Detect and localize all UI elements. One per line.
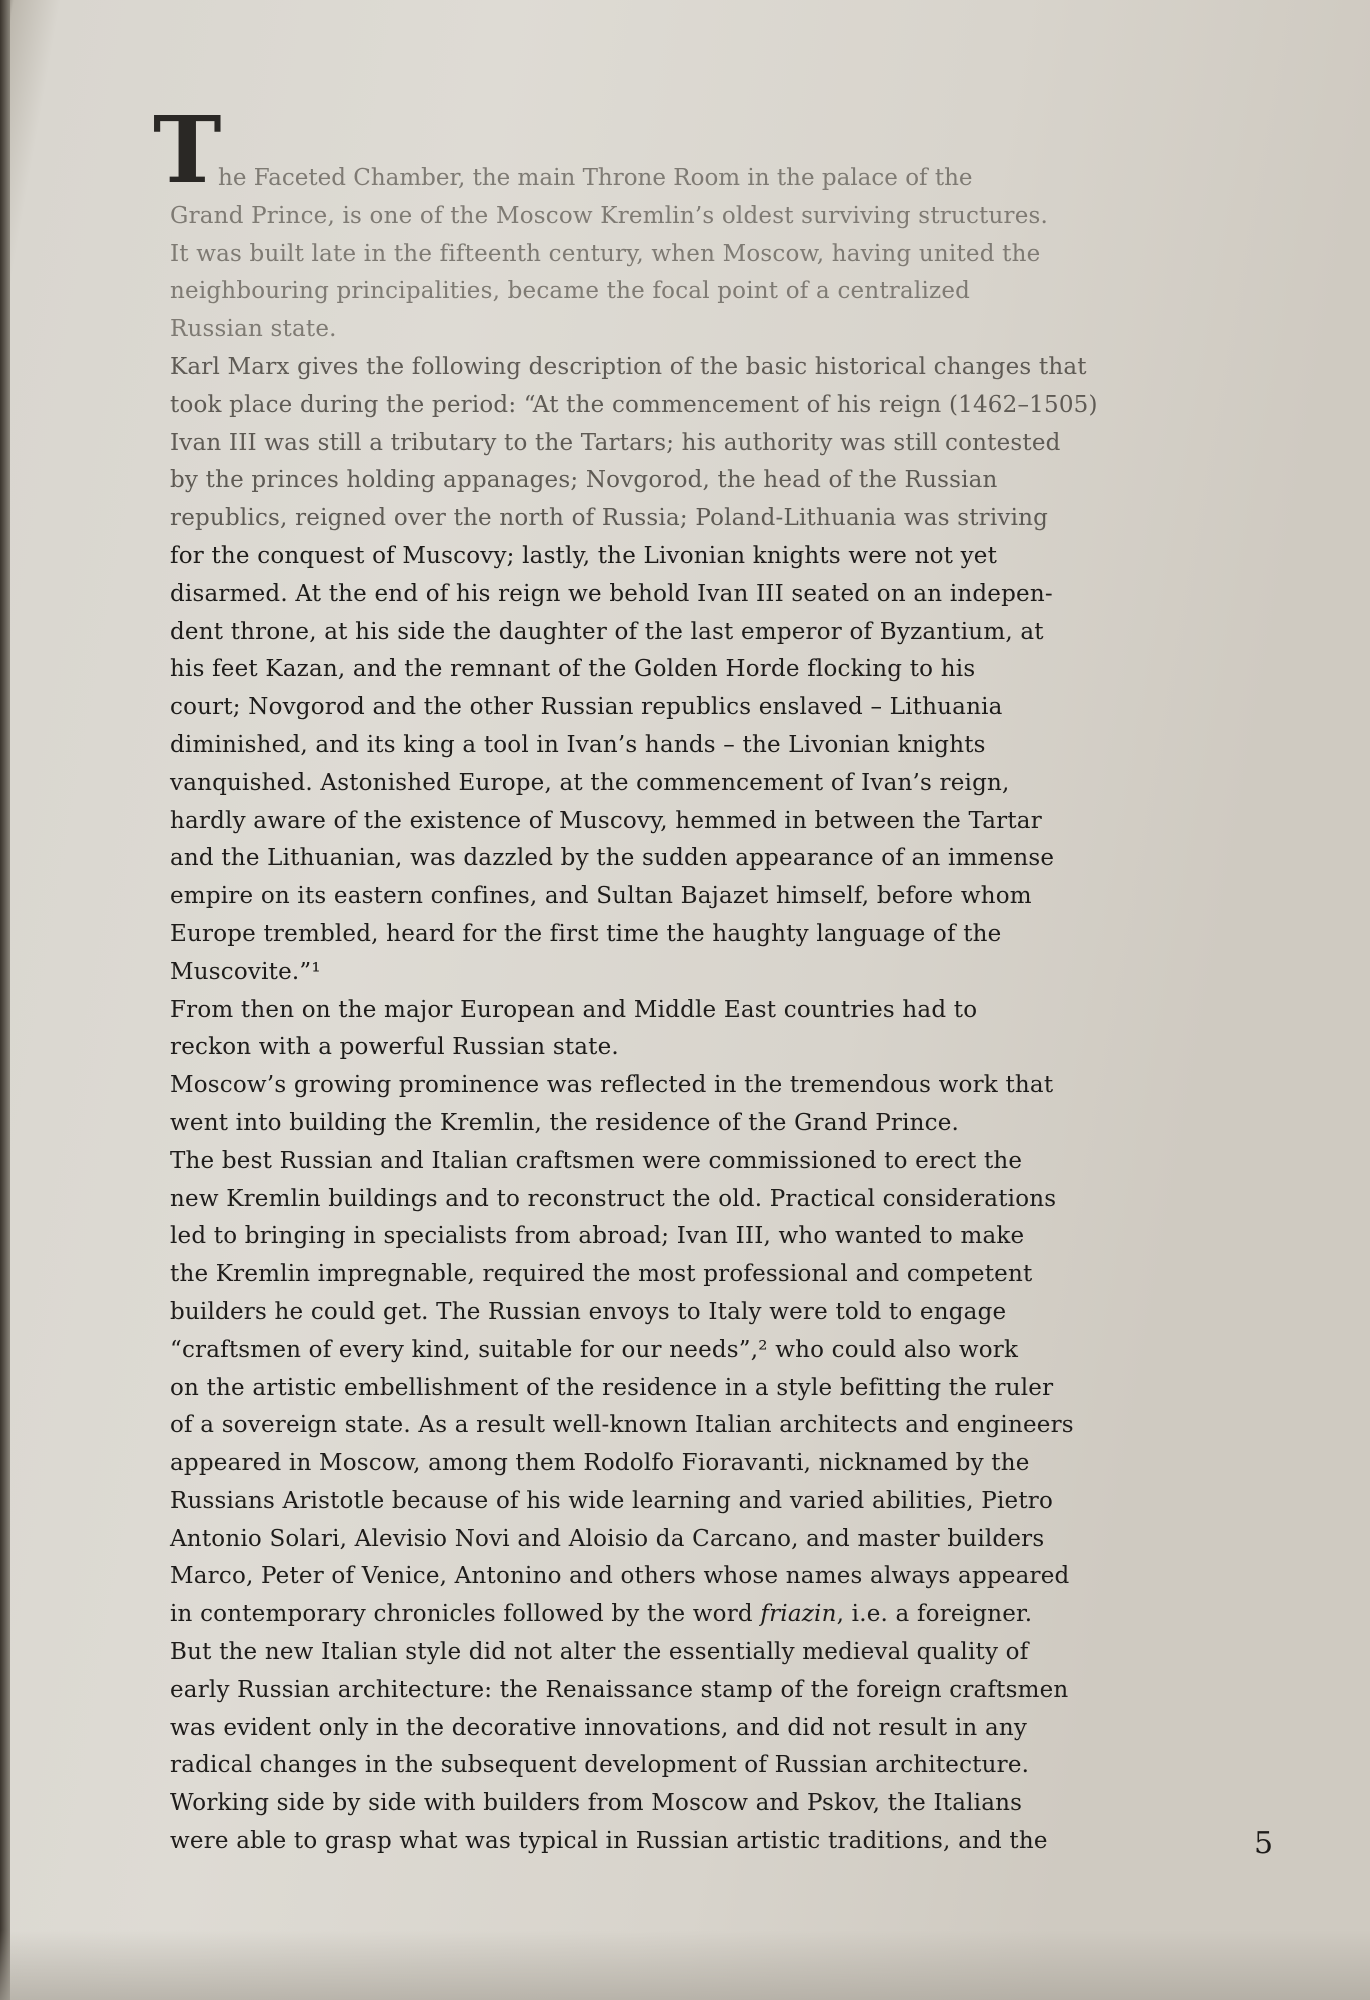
text-line: of a sovereign state. As a result well-known Italian architects and engineers [170,1412,1074,1439]
text-line: diminished, and its king a tool in Ivan’s hands – the Livonian knights [170,731,986,758]
text-line: Karl Marx gives the following description of the basic historical changes that [170,353,1087,380]
text-line: Marco, Peter of Venice, Antonino and others whose names always appeared [170,1563,1070,1590]
text-line: Russian state. [170,316,337,343]
text-line: on the artistic embellishment of the residence in a style befitting the ruler [170,1374,1054,1401]
text-line: Muscovite.”¹ [170,958,321,985]
text-line: Antonio Solari, Alevisio Novi and Aloisio da Carcano, and master builders [170,1525,1045,1552]
first-line: he Faceted Chamber, the main Throne Room in the palace of the [218,165,973,191]
text-line: were able to grasp what was typical in Russian artistic traditions, and the [170,1828,1048,1855]
body-text [153,96,1098,1861]
line-segment: in contemporary chronicles followed by the word [170,1601,761,1628]
text-line: new Kremlin buildings and to reconstruct the old. Practical considerations [170,1185,1057,1212]
text-line: republics, reigned over the north of Russia; Poland-Lithuania was striving [170,505,1049,532]
text-line: Moscow’s growing prominence was reflected in the tremendous work that [170,1072,1054,1099]
text-line: Working side by side with builders from Moscow and Pskov, the Italians [170,1790,1023,1817]
page-number: 5 [1254,1826,1274,1861]
text-line: Grand Prince, is one of the Moscow Kremlin’s oldest surviving structures. [170,202,1049,229]
italic-word: friazin [760,1601,837,1628]
text-line: Russians Aristotle because of his wide learning and varied abilities, Pietro [170,1487,1054,1514]
text-line: hardly aware of the existence of Muscovy, hemmed in between the Tartar [170,807,1042,834]
text-line: builders he could get. The Russian envoys to Italy were told to engage [170,1298,1007,1325]
text-line: the Kremlin impregnable, required the most professional and competent [170,1261,1033,1288]
text-line: empire on its eastern confines, and Sultan Bajazet himself, before whom [170,883,1032,910]
text-line: dent throne, at his side the daughter of the last emperor of Byzantium, at [170,618,1044,645]
line-segment: , i.e. a foreigner. [836,1601,1033,1628]
text-line: But the new Italian style did not alter the essentially medieval quality of [170,1639,1029,1666]
text-line: court; Novgorod and the other Russian republics enslaved – Lithuania [170,694,1003,721]
text-line: neighbouring principalities, became the focal point of a centralized [170,278,971,305]
text-line: for the conquest of Muscovy; lastly, the Livonian knights were not yet [170,542,998,569]
text-line: by the princes holding appanages; Novgorod, the head of the Russian [170,467,998,494]
text-line: was evident only in the decorative innovations, and did not result in any [170,1714,1028,1741]
text-line-with-italic [170,1596,1070,1634]
text-line: and the Lithuanian, was dazzled by the sudden appearance of an immense [170,845,1055,872]
text-line: Ivan III was still a tributary to the Tartars; his authority was still contested [170,429,1061,456]
text-line: his feet Kazan, and the remnant of the Golden Horde flocking to his [170,656,976,683]
text-line: went into building the Kremlin, the residence of the Grand Prince. [170,1109,960,1136]
text-line: radical changes in the subsequent development of Russian architecture. [170,1752,1030,1779]
text-line: early Russian architecture: the Renaissance stamp of the foreign craftsmen [170,1676,1069,1703]
text-line: vanquished. Astonished Europe, at the commencement of Ivan’s reign, [170,769,1010,796]
text-line: led to bringing in specialists from abroad; Ivan III, who wanted to make [170,1223,1025,1250]
text-line: From then on the major European and Middle East countries had to [170,996,978,1023]
text-line: took place during the period: “At the commencement of his reign (1462–1505) [170,391,1098,418]
text-line: The best Russian and Italian craftsmen were commissioned to erect the [170,1147,1023,1174]
text-line: reckon with a powerful Russian state. [170,1034,619,1061]
text-line: Europe trembled, heard for the first time the haughty language of the [170,920,1002,947]
opening-line [153,96,1070,204]
text-line: It was built late in the fifteenth century, when Moscow, having united the [170,240,1041,267]
text-line: appeared in Moscow, among them Rodolfo Fioravanti, nicknamed by the [170,1450,1030,1477]
text-line: “craftsmen of every kind, suitable for our needs”,² who could also work [170,1336,1019,1363]
drop-cap: T [153,96,222,204]
text-line: disarmed. At the end of his reign we behold Ivan III seated on an indepen- [170,580,1053,607]
